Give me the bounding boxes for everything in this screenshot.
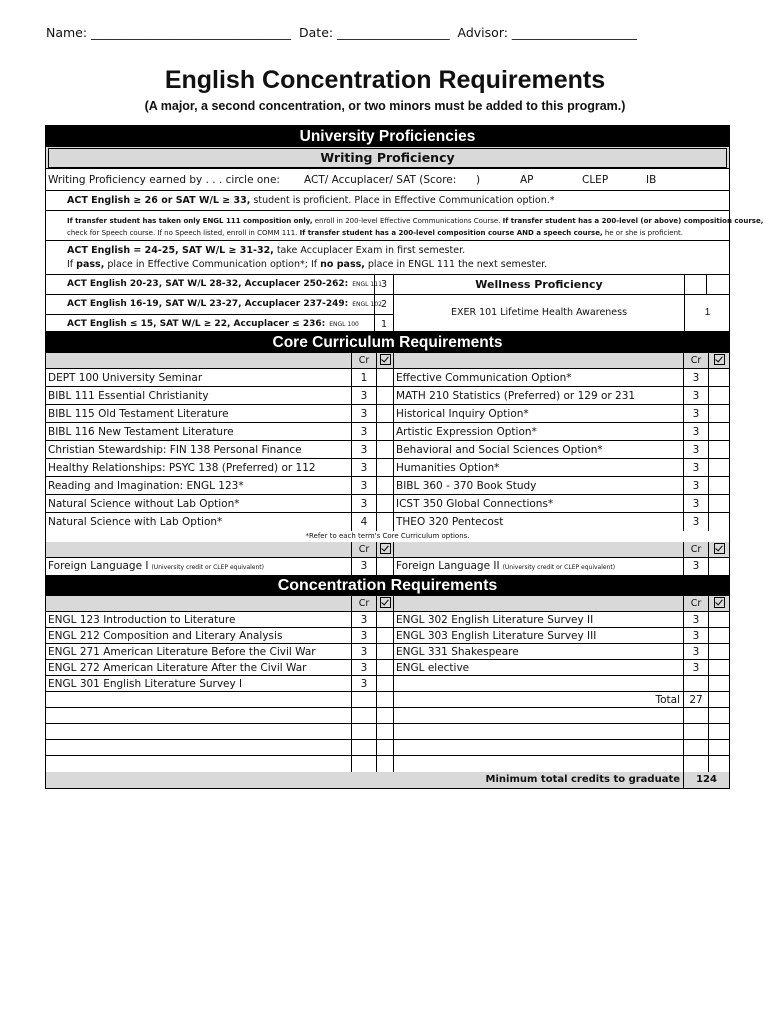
wellness-course-row [394,294,729,331]
page-subtitle: (A major, a second concentration, or two minors must be added to this program.) [144,99,626,113]
course-right-cr: 3 [683,459,708,476]
course-left-check [376,495,393,512]
concentration-course-row [46,660,729,676]
course-right-name: ENGL 331 Shakespeare [393,644,683,659]
wellness-heading-row [394,275,729,295]
wp-option-clep: CLEP [582,174,609,186]
course-left-cr: 3 [351,644,376,659]
placement-cr: 2 [374,295,393,314]
accuplacer-if: If [67,259,77,270]
course-left-name: Reading and Imagination: ENGL 123* [48,480,244,492]
foreign-language-2-cr: 3 [683,558,708,575]
concentration-course-row [46,676,729,692]
course-right-name [393,676,683,691]
placement-criteria [46,275,382,294]
concentration-course-row [46,612,729,628]
placement-course: ENGL 100 [329,321,359,328]
placement-criteria [46,295,382,314]
course-right-cr: 3 [683,369,708,386]
course-right-name: Behavioral and Social Sciences Option* [393,441,683,458]
cr-header-right: Cr [683,596,708,611]
course-left-cr: 4 [351,513,376,531]
core-course-row [46,423,729,441]
check-header-right [708,596,729,611]
right-header-blank [393,596,683,611]
placement-list [46,275,393,331]
course-right-name: Total [393,692,683,707]
cr-header-left: Cr [351,596,376,611]
cr-header-left: Cr [351,542,376,557]
accuplacer-text: take Accuplacer Exam in first semester. [273,245,466,256]
placement-row-0 [46,275,393,295]
course-right-name: Humanities Option* [393,459,683,476]
requirements-form [45,125,764,789]
course-right-check [708,740,729,755]
course-right-check [708,628,729,643]
wp-option-act: ACT/ Accuplacer/ SAT (Score: [304,174,457,186]
course-right-name: ICST 350 Global Connections* [393,495,683,512]
course-left-cr: 1 [351,369,376,386]
concentration-course-row [46,740,729,756]
course-right-check [708,513,729,531]
course-left-name [46,724,351,739]
concentration-course-row [46,756,729,772]
wellness-block [393,275,729,331]
course-right-cr [683,676,708,691]
course-left-check [376,724,393,739]
foreign-language-1-name: Foreign Language I [48,560,149,572]
placement-criteria-text: ACT English ≤ 15, SAT W/L ≥ 22, Accuplacer ≤ 236: [67,319,326,329]
foreign-language-row [46,558,729,575]
core-curriculum-heading: Core Curriculum Requirements [46,332,729,353]
course-left-cr: 3 [351,423,376,440]
concentration-heading: Concentration Requirements [46,575,729,596]
course-left-check [376,628,393,643]
foreign-language-2-check [708,558,729,575]
course-left-check [376,477,393,494]
course-right-cr [683,708,708,723]
course-left-name: BIBL 115 Old Testament Literature [48,408,229,420]
course-left-name: BIBL 116 New Testament Literature [48,426,234,438]
course-left-check [376,660,393,675]
course-left-cr [351,724,376,739]
course-left-cr: 3 [351,660,376,675]
course-right-check [708,423,729,440]
foreign-language-2-name: Foreign Language II [396,560,500,572]
accuplacer-criteria: ACT English = 24-25, SAT W/L ≥ 31-32, [67,245,274,256]
placement-criteria-text: ACT English 16-19, SAT W/L 23-27, Accuplacer 237-249: [67,299,349,309]
accuplacer-row [46,241,729,275]
course-left-name: Christian Stewardship: FIN 138 Personal Finance [48,444,302,456]
cr-header-right: Cr [683,353,708,368]
foreign-language-1-note: (University credit or CLEP equivalent) [151,564,264,571]
checkbox-icon[interactable] [380,354,391,365]
act-proficient-text: student is proficient. Place in Effective Communication option.* [250,195,555,206]
check-header-left [376,596,393,611]
act-proficient-row [46,191,729,211]
course-left-check [376,708,393,723]
checkbox-icon[interactable] [380,543,391,554]
core-course-row [46,369,729,387]
course-right-check [708,692,729,707]
course-left-name [46,740,351,755]
course-right-cr: 3 [683,644,708,659]
writing-proficiency-heading: Writing Proficiency [48,148,727,168]
checkbox-icon[interactable] [714,354,725,365]
course-right-name: ENGL elective [393,660,683,675]
foreign-language-1-cr: 3 [351,558,376,575]
foreign-language-2-note: (University credit or CLEP equivalent) [502,564,616,571]
course-right-cr [683,756,708,772]
cr-header-right: Cr [683,542,708,557]
course-right-cr [683,740,708,755]
placement-cr: 3 [374,275,393,294]
course-right-cr [683,724,708,739]
header-fields-line: Name: ________________________________ Date: __________________ Advisor: ____________________ [46,25,637,40]
cr-header-left: Cr [351,353,376,368]
core-note: *Refer to each term's Core Curriculum options. [305,532,470,540]
course-right-cr: 3 [683,477,708,494]
concentration-course-row [46,692,729,708]
course-left-check [376,644,393,659]
course-left-check [376,423,393,440]
course-right-check [708,660,729,675]
course-right-cr: 3 [683,513,708,531]
core-course-row [46,459,729,477]
wellness-cr: 1 [684,294,730,331]
course-right-cr: 3 [683,405,708,422]
course-right-check [708,756,729,772]
accuplacer-pass-text: place in Effective Communication option*; If [104,259,321,270]
course-right-cr: 3 [683,612,708,627]
course-left-check [376,441,393,458]
course-right-check [708,387,729,404]
course-right-name: Effective Communication Option* [393,369,683,386]
core-course-row [46,387,729,405]
check-header-left [376,353,393,368]
core-course-row [46,441,729,459]
course-right-cr: 3 [683,387,708,404]
writing-proficiency-band [46,147,729,169]
course-left-cr [351,692,376,707]
course-right-name [393,740,683,755]
course-left-check [376,756,393,772]
course-left-name [46,708,351,723]
concentration-header-row [46,596,729,612]
course-left-check [376,612,393,627]
course-left-cr [351,708,376,723]
right-header-blank [393,542,683,557]
accuplacer-no-pass: no pass, [320,259,365,270]
concentration-course-row [46,628,729,644]
course-left-name: Natural Science with Lab Option* [48,516,223,528]
checkbox-icon[interactable] [380,597,391,608]
course-right-check [708,441,729,458]
course-right-name [393,724,683,739]
transfer-note-4: check for Speech course. If no Speech listed, enroll in COMM 111. [67,229,300,237]
course-left-check [376,387,393,404]
course-right-name: THEO 320 Pentecost [393,513,683,531]
course-right-cr: 3 [683,423,708,440]
course-right-check [708,405,729,422]
minimum-credits-label: Minimum total credits to graduate [485,774,680,785]
course-left-check [376,405,393,422]
course-right-name [393,708,683,723]
course-left-name: ENGL 212 Composition and Literary Analysis [48,630,283,642]
course-right-cr: 3 [683,441,708,458]
course-left-name [46,692,351,707]
course-left-cr: 3 [351,441,376,458]
wp-option-act-close: ) [476,174,481,186]
left-header-blank [46,542,351,557]
wellness-cr-header [684,275,706,294]
course-right-check [708,612,729,627]
transfer-note-3: If transfer student has a 200-level (or above) composition course, [502,217,764,225]
core-header-row [46,353,729,369]
core-course-row [46,405,729,423]
wp-option-ap: AP [520,174,534,186]
transfer-note-2: enroll in 200-level Effective Communications Course. [312,217,503,225]
course-right-check [708,369,729,386]
minimum-credits-row [46,772,729,788]
course-right-check [708,708,729,723]
placement-course: ENGL 111 [352,281,382,288]
placement-cr: 1 [374,315,393,334]
accuplacer-pass: pass, [76,259,105,270]
course-left-cr: 3 [351,405,376,422]
course-right-name [393,756,683,772]
course-left-cr: 3 [351,387,376,404]
course-left-name: ENGL 123 Introduction to Literature [48,614,236,626]
course-left-name: BIBL 111 Essential Christianity [48,390,209,402]
course-right-check [708,644,729,659]
foreign-language-1 [46,558,351,575]
left-header-blank [46,596,351,611]
placement-course: ENGL 102 [352,301,382,308]
course-right-name: ENGL 302 English Literature Survey II [393,612,683,627]
course-right-cr: 3 [683,660,708,675]
transfer-note-1: If transfer student has taken only ENGL 111 composition only, [67,217,313,225]
course-right-check [708,459,729,476]
placement-row-1 [46,295,393,315]
concentration-course-row [46,644,729,660]
check-header-left [376,542,393,557]
accuplacer-no-pass-text: place in ENGL 111 the next semester. [364,259,548,270]
core-course-row [46,495,729,513]
course-left-name: ENGL 301 English Literature Survey I [48,678,243,690]
page-title: English Concentration Requirements [164,66,606,94]
course-right-check [708,724,729,739]
course-right-check [708,495,729,512]
placement-wellness-block [46,275,729,332]
checkbox-icon[interactable] [714,597,725,608]
check-header-right [708,542,729,557]
course-right-cr: 27 [683,692,708,707]
course-left-cr: 3 [351,495,376,512]
course-left-name [46,756,351,772]
course-left-cr: 3 [351,628,376,643]
course-left-check [376,740,393,755]
wellness-check-header [706,275,730,294]
minimum-credits-value: 124 [683,772,729,788]
check-header-right [708,353,729,368]
course-left-check [376,513,393,531]
course-right-name: BIBL 360 - 370 Book Study [393,477,683,494]
transfer-note-6: he or she is proficient. [602,229,683,237]
course-left-check [376,692,393,707]
course-left-name: Healthy Relationships: PSYC 138 (Preferred) or 112 [48,462,316,474]
wp-label: Writing Proficiency earned by . . . circle one: [48,174,280,186]
act-proficient-criteria: ACT English ≥ 26 or SAT W/L ≥ 33, [67,195,251,206]
course-right-name: Historical Inquiry Option* [393,405,683,422]
course-left-cr: 3 [351,676,376,691]
wellness-heading: Wellness Proficiency [475,278,603,291]
left-header-blank [46,353,351,368]
writing-proficiency-options-row [46,169,729,191]
course-right-check [708,477,729,494]
foreign-language-1-check [376,558,393,575]
course-right-name: MATH 210 Statistics (Preferred) or 129 or 231 [393,387,683,404]
course-left-check [376,459,393,476]
wellness-course: EXER 101 Lifetime Health Awareness [450,307,628,318]
language-header-row [46,542,729,558]
course-left-cr: 3 [351,477,376,494]
placement-criteria-text: ACT English 20-23, SAT W/L 28-32, Accuplacer 250-262: [67,279,349,289]
checkbox-icon[interactable] [714,543,725,554]
course-left-cr: 3 [351,612,376,627]
university-proficiencies-heading: University Proficiencies [46,126,729,147]
course-right-name: ENGL 303 English Literature Survey III [393,628,683,643]
course-right-cr: 3 [683,495,708,512]
wp-option-ib: IB [646,174,657,186]
right-header-blank [393,353,683,368]
foreign-language-2 [393,558,683,575]
course-right-check [708,676,729,691]
concentration-course-row [46,724,729,740]
course-left-cr: 3 [351,459,376,476]
core-course-row [46,513,729,531]
course-right-name: Artistic Expression Option* [393,423,683,440]
course-left-name: DEPT 100 University Seminar [48,372,203,384]
transfer-note-row [46,211,764,241]
course-left-check [376,369,393,386]
course-left-name: ENGL 272 American Literature After the Civil War [48,662,307,674]
concentration-course-row [46,708,729,724]
transfer-note-5: If transfer student has a 200-level composition course AND a speech course, [299,229,603,237]
course-left-cr [351,756,376,772]
course-left-cr [351,740,376,755]
core-course-row [46,477,729,495]
course-left-name: ENGL 271 American Literature Before the Civil War [48,646,316,658]
course-left-name: Natural Science without Lab Option* [48,498,240,510]
course-left-check [376,676,393,691]
course-right-cr: 3 [683,628,708,643]
